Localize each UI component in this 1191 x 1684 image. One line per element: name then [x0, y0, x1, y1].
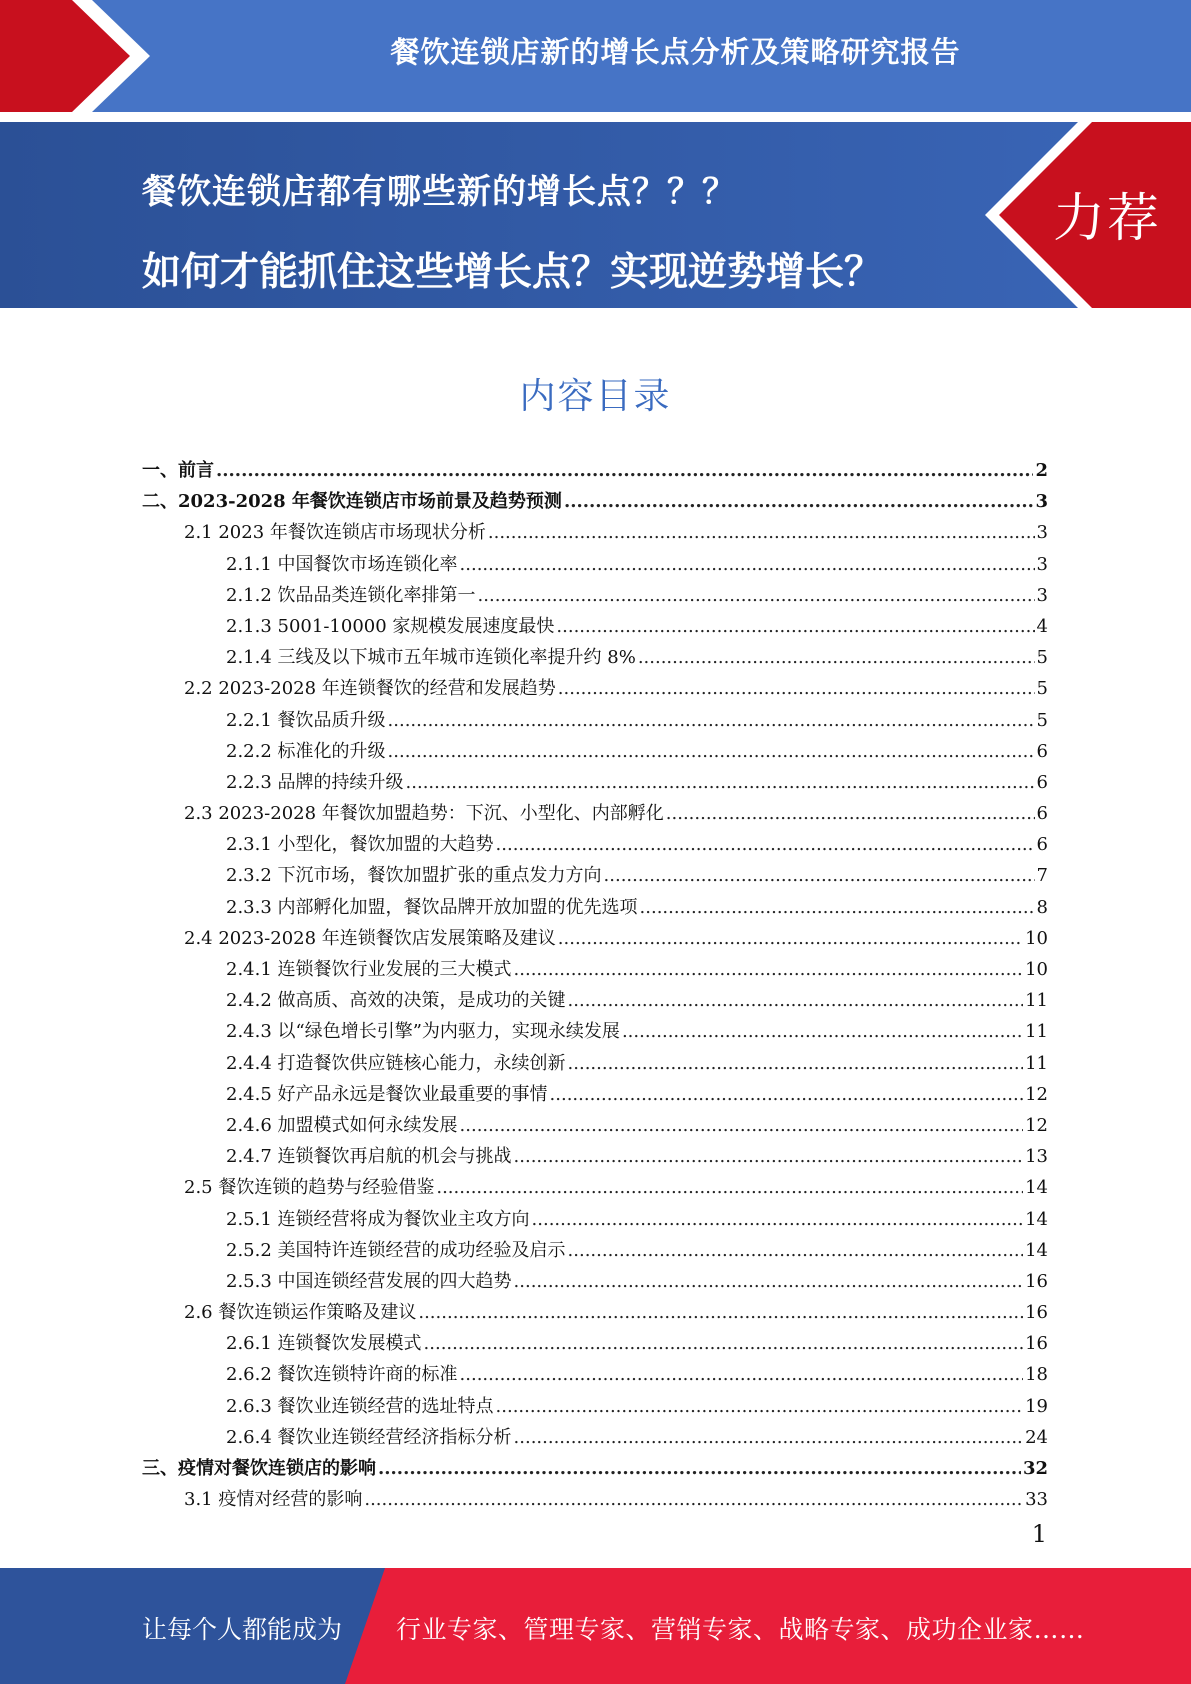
toc-entry[interactable]: [142, 1453, 1048, 1484]
toc-entry-label: 2.6.4 餐饮业连锁经营经济指标分析: [226, 1426, 512, 1448]
toc-entry-label: 2.6.1 连锁餐饮发展模式: [226, 1333, 422, 1355]
toc-leader-dots: [460, 1359, 1024, 1390]
hero-banner: [0, 122, 1191, 308]
toc-leader-dots: [478, 580, 1035, 611]
toc-entry-page: 3: [1036, 522, 1048, 544]
toc-entry-page: 19: [1025, 1395, 1048, 1417]
toc-entry-page: 4: [1036, 615, 1048, 637]
toc-entry-label: 2.4.2 做高质、高效的决策，是成功的关键: [226, 990, 566, 1012]
toc-entry[interactable]: [142, 1422, 1048, 1453]
red-arrow-decoration: [0, 0, 160, 112]
toc-entry-label: 2.3.2 下沉市场，餐饮加盟扩张的重点发力方向: [226, 865, 602, 887]
toc-entry[interactable]: [142, 892, 1048, 923]
toc-leader-dots: [638, 642, 1035, 673]
toc-entry-page: 6: [1036, 740, 1048, 762]
toc-leader-dots: [496, 1391, 1024, 1422]
toc-entry-label: 3.1 疫情对经营的影响: [184, 1489, 363, 1511]
toc-leader-dots: [568, 1048, 1024, 1079]
toc-entry-page: 5: [1036, 647, 1048, 669]
toc-entry-page: 14: [1025, 1208, 1048, 1230]
toc-entry-label: 2.3.3 内部孵化加盟，餐饮品牌开放加盟的优先选项: [226, 896, 638, 918]
toc-entry-label: 2.1.1 中国餐饮市场连锁化率: [226, 553, 458, 575]
toc-leader-dots: [558, 923, 1023, 954]
toc-entry[interactable]: [142, 1391, 1048, 1422]
toc-entry-page: 3: [1036, 584, 1048, 606]
page-number: 1: [1031, 1520, 1047, 1548]
toc-entry-label: 2.5.2 美国特许连锁经营的成功经验及启示: [226, 1239, 566, 1261]
recommend-badge: 力荐: [1052, 189, 1161, 249]
toc-entry-page: 3: [1035, 491, 1048, 513]
toc-entry-label: 2.4.3 以“绿色增长引擎”为内驱力，实现永续发展: [226, 1021, 620, 1043]
footer-roles: 行业专家、管理专家、营销专家、战略专家、成功企业家……: [396, 1615, 1085, 1644]
toc-leader-dots: [568, 985, 1024, 1016]
toc-entry-page: 5: [1036, 678, 1048, 700]
toc-leader-dots: [418, 1297, 1023, 1328]
toc-entry[interactable]: [142, 549, 1048, 580]
toc-entry-page: 24: [1025, 1426, 1048, 1448]
toc-entry[interactable]: [142, 1172, 1048, 1203]
toc-entry-label: 2.2 2023-2028 年连锁餐饮的经营和发展趋势: [184, 678, 556, 700]
toc-leader-dots: [388, 736, 1035, 767]
report-title: 餐饮连锁店新的增长点分析及策略研究报告: [390, 35, 961, 69]
footer-slogan: 让每个人都能成为: [142, 1615, 343, 1644]
toc-entry-label: 2.6.2 餐饮连锁特许商的标准: [226, 1364, 458, 1386]
toc-entry[interactable]: [142, 798, 1048, 829]
toc-leader-dots: [556, 611, 1034, 642]
toc-leader-dots: [604, 860, 1035, 891]
toc-entry[interactable]: [142, 860, 1048, 891]
toc-entry-label: 2.5.1 连锁经营将成为餐饮业主攻方向: [226, 1208, 530, 1230]
toc-entry-page: 14: [1025, 1177, 1048, 1199]
toc-leader-dots: [514, 1141, 1024, 1172]
toc-entry-page: 10: [1025, 959, 1048, 980]
toc-entry-page: 32: [1022, 1458, 1048, 1479]
toc-leader-dots: [514, 954, 1024, 985]
toc-entry-page: 16: [1025, 1302, 1048, 1324]
toc-entry-label: 2.4.1 连锁餐饮行业发展的三大模式: [226, 959, 512, 980]
toc-entry-label: 2.6.3 餐饮业连锁经营的选址特点: [226, 1395, 494, 1417]
toc-entry-label: 三、疫情对餐饮连锁店的影响: [142, 1458, 376, 1479]
toc-leader-dots: [532, 1204, 1024, 1235]
toc-leader-dots: [424, 1328, 1024, 1359]
toc-entry-label: 2.3.1 小型化，餐饮加盟的大趋势: [226, 834, 494, 856]
toc-leader-dots: [378, 1453, 1021, 1484]
toc-entry[interactable]: [142, 486, 1048, 517]
toc-entry-label: 2.2.2 标准化的升级: [226, 740, 386, 762]
toc-entry-label: 2.2.1 餐饮品质升级: [226, 709, 386, 731]
toc-entry-page: 2: [1035, 460, 1048, 481]
toc-entry-page: 10: [1025, 927, 1048, 949]
toc-entry[interactable]: [142, 1328, 1048, 1359]
toc-entry-label: 2.4 2023-2028 年连锁餐饮店发展策略及建议: [184, 927, 556, 949]
toc-leader-dots: [496, 829, 1035, 860]
table-of-contents: [142, 455, 1048, 1515]
toc-entry-label: 2.2.3 品牌的持续升级: [226, 771, 404, 793]
toc-entry-label: 2.4.4 打造餐饮供应链核心能力，永续创新: [226, 1052, 566, 1074]
toc-entry-page: 12: [1025, 1114, 1048, 1136]
toc-entry[interactable]: [142, 673, 1048, 704]
toc-entry-label: 二、2023-2028 年餐饮连锁店市场前景及趋势预测: [142, 491, 562, 513]
toc-entry[interactable]: [142, 1079, 1048, 1110]
toc-entry-label: 2.1.2 饮品品类连锁化率排第一: [226, 584, 476, 606]
toc-entry-label: 一、前言: [142, 460, 214, 481]
toc-entry-page: 18: [1025, 1364, 1048, 1386]
toc-entry-label: 2.4.5 好产品永远是餐饮业最重要的事情: [226, 1083, 548, 1105]
toc-entry[interactable]: [142, 1048, 1048, 1079]
toc-entry-label: 2.6 餐饮连锁运作策略及建议: [184, 1302, 417, 1324]
toc-entry-page: 11: [1025, 1021, 1048, 1043]
toc-entry[interactable]: [142, 642, 1048, 673]
toc-entry-page: 11: [1025, 990, 1048, 1012]
toc-leader-dots: [640, 892, 1035, 923]
toc-entry-page: 6: [1036, 803, 1048, 825]
toc-entry[interactable]: [142, 455, 1048, 486]
top-banner: [0, 0, 1191, 112]
toc-entry-label: 2.4.7 连锁餐饮再启航的机会与挑战: [226, 1146, 512, 1168]
toc-leader-dots: [622, 1016, 1023, 1047]
toc-entry[interactable]: [142, 1141, 1048, 1172]
toc-leader-dots: [558, 673, 1035, 704]
toc-entry-page: 6: [1036, 771, 1048, 793]
toc-entry-label: 2.4.6 加盟模式如何永续发展: [226, 1114, 458, 1136]
toc-entry-page: 8: [1036, 896, 1048, 918]
toc-leader-dots: [460, 549, 1035, 580]
toc-leader-dots: [564, 486, 1034, 517]
toc-leader-dots: [388, 705, 1035, 736]
toc-leader-dots: [406, 767, 1035, 798]
hero-question-seize-growth: 如何才能抓住这些增长点？实现逆势增长？: [142, 250, 884, 295]
toc-entry-label: 2.5 餐饮连锁的趋势与经验借鉴: [184, 1177, 435, 1199]
toc-entry-page: 6: [1036, 834, 1048, 856]
toc-entry[interactable]: [142, 767, 1048, 798]
toc-entry-page: 16: [1025, 1270, 1048, 1292]
toc-entry[interactable]: [142, 1266, 1048, 1297]
toc-entry[interactable]: [142, 954, 1048, 985]
toc-entry-page: 5: [1036, 709, 1048, 731]
toc-entry-page: 16: [1025, 1333, 1048, 1355]
toc-entry-page: 3: [1036, 553, 1048, 575]
toc-entry[interactable]: [142, 1484, 1048, 1515]
toc-entry[interactable]: [142, 985, 1048, 1016]
toc-leader-dots: [216, 455, 1033, 486]
toc-heading: 内容目录: [519, 376, 672, 417]
toc-entry-label: 2.1 2023 年餐饮连锁店市场现状分析: [184, 522, 486, 544]
toc-entry[interactable]: [142, 611, 1048, 642]
toc-entry-page: 12: [1025, 1083, 1048, 1105]
toc-entry[interactable]: [142, 1235, 1048, 1266]
hero-question-growth-points: 餐饮连锁店都有哪些新的增长点？？？: [142, 172, 737, 212]
toc-entry[interactable]: [142, 705, 1048, 736]
toc-entry-page: 7: [1036, 865, 1048, 887]
toc-leader-dots: [568, 1235, 1024, 1266]
toc-entry[interactable]: [142, 1016, 1048, 1047]
toc-leader-dots: [364, 1484, 1023, 1515]
toc-entry-label: 2.5.3 中国连锁经营发展的四大趋势: [226, 1270, 512, 1292]
toc-entry-page: 14: [1025, 1239, 1048, 1261]
toc-leader-dots: [666, 798, 1035, 829]
toc-entry[interactable]: [142, 1204, 1048, 1235]
toc-entry[interactable]: [142, 1297, 1048, 1328]
toc-entry-label: 2.1.3 5001-10000 家规模发展速度最快: [226, 615, 555, 637]
toc-entry[interactable]: [142, 1359, 1048, 1390]
toc-entry-page: 13: [1025, 1146, 1048, 1168]
toc-entry[interactable]: [142, 517, 1048, 548]
toc-entry-page: 33: [1025, 1489, 1048, 1511]
toc-entry[interactable]: [142, 829, 1048, 860]
toc-entry-label: 2.3 2023-2028 年餐饮加盟趋势：下沉、小型化、内部孵化: [184, 803, 664, 825]
toc-entry[interactable]: [142, 580, 1048, 611]
toc-leader-dots: [436, 1172, 1023, 1203]
toc-entry-label: 2.1.4 三线及以下城市五年城市连锁化率提升约 8%: [226, 647, 636, 669]
toc-entry[interactable]: [142, 923, 1048, 954]
toc-entry[interactable]: [142, 736, 1048, 767]
toc-entry-page: 11: [1025, 1052, 1048, 1074]
toc-entry[interactable]: [142, 1110, 1048, 1141]
footer-banner: [0, 1568, 1191, 1684]
toc-leader-dots: [514, 1422, 1024, 1453]
toc-leader-dots: [514, 1266, 1024, 1297]
toc-leader-dots: [460, 1110, 1024, 1141]
toc-leader-dots: [488, 517, 1035, 548]
toc-leader-dots: [550, 1079, 1024, 1110]
